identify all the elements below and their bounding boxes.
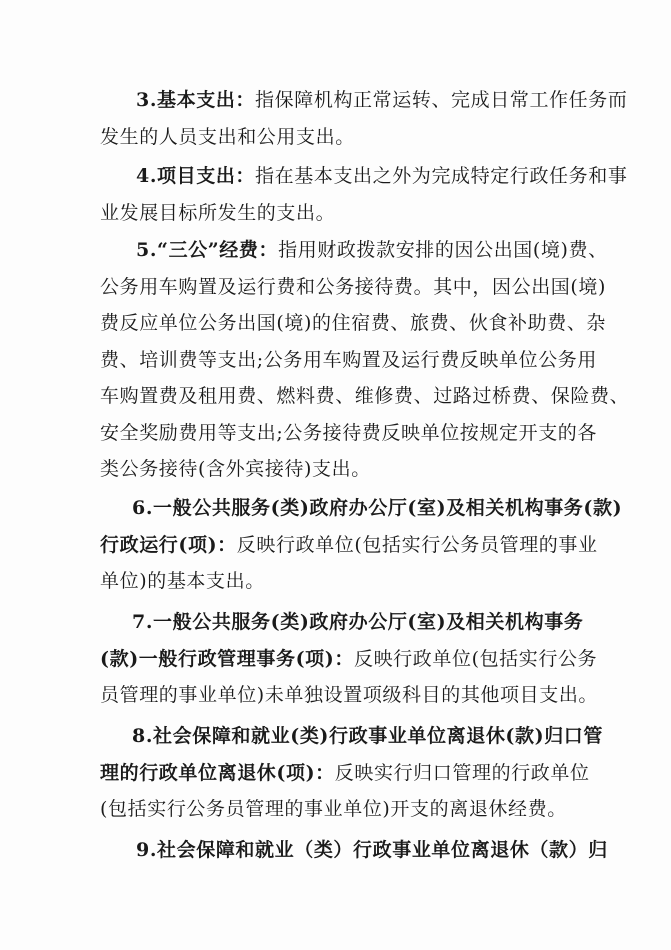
definition-item-4: [100, 158, 628, 231]
item-heading: 4.项目支出：: [136, 165, 256, 187]
item-line: 业发展目标所发生的支出。: [100, 201, 336, 224]
item-line: 安全奖励费用等支出;公务接待费反映单位按规定开支的各: [100, 421, 598, 444]
item-text: 指保障机构正常运转、完成日常工作任务而: [255, 89, 628, 111]
item-line: [100, 158, 628, 195]
item-text: 反映行政单位(包括实行公务员管理的事业: [236, 533, 598, 556]
item-line: 费反应单位公务出国(境)的住宿费、旅费、伙食补助费、杂: [100, 312, 607, 334]
item-line: (包括实行公务员管理的事业单位)开支的离退休经费。: [100, 798, 567, 820]
item-line: 费、培训费等支出;公务用车购置及运行费反映单位公务用: [100, 348, 598, 371]
item-line: [100, 755, 590, 792]
item-heading: 行政运行(项)：: [100, 533, 237, 556]
item-line: 公务用车购置及运行费和公务接待费。其中，因公出国(境): [100, 275, 607, 298]
item-heading: (款)一般行政管理事务(项)：: [100, 647, 354, 670]
item-line: 类公务接待(含外宾接待)支出。: [100, 458, 371, 480]
item-line: [100, 232, 608, 269]
definition-item-9: [100, 832, 608, 869]
definition-item-5: [100, 232, 630, 488]
item-line: [100, 527, 598, 564]
item-text: 指用财政拨款安排的因公出国(境)费、: [278, 239, 608, 261]
definition-item-6: [100, 490, 623, 600]
item-line: 单位)的基本支出。: [100, 570, 265, 592]
item-heading: 8.社会保障和就业(类)行政事业单位离退休(款)归口管: [132, 725, 603, 747]
item-heading: 7.一般公共服务(类)政府办公厅(室)及相关机构事务: [132, 611, 584, 633]
definition-item-8: [100, 718, 603, 828]
item-heading: 3.基本支出：: [136, 89, 256, 111]
item-line: 发生的人员支出和公用支出。: [100, 125, 355, 148]
item-line: 车购置费及租用费、燃料费、维修费、过路过桥费、保险费、: [100, 385, 630, 407]
item-heading: 6.一般公共服务(类)政府办公厅(室)及相关机构事务(款): [132, 497, 623, 519]
item-heading: 9.社会保障和就业（类）行政事业单位离退休（款）归: [136, 839, 608, 861]
definition-item-7: [100, 604, 599, 714]
item-line: [100, 82, 628, 119]
item-text: 反映实行归口管理的行政单位: [334, 761, 590, 784]
definition-item-3: [100, 82, 628, 155]
item-line: 员管理的事业单位)未单独设置项级科目的其他项目支出。: [100, 684, 599, 706]
item-heading: 5.“三公”经费：: [136, 239, 279, 261]
item-heading: 理的行政单位离退休(项)：: [100, 761, 335, 784]
item-line: [100, 641, 598, 678]
item-text: 反映行政单位(包括实行公务: [353, 647, 598, 670]
item-text: 指在基本支出之外为完成特定行政任务和事: [255, 165, 628, 187]
